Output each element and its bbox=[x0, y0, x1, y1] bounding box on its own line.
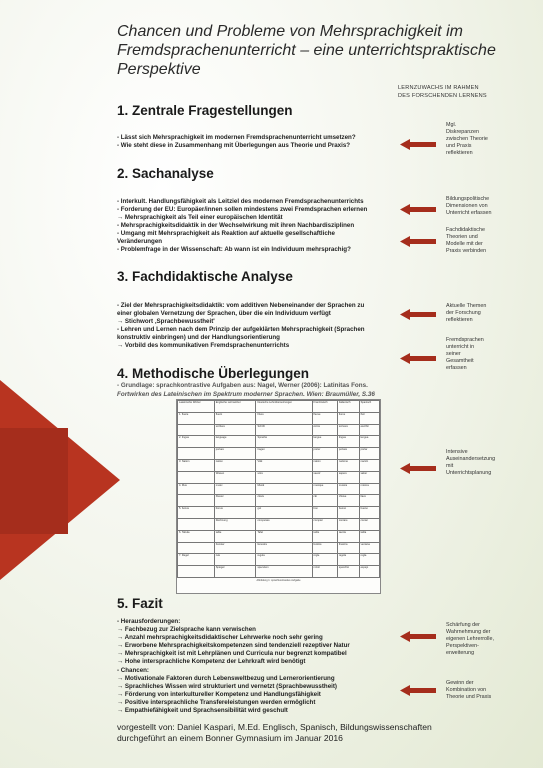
list-item: - Problemfrage in der Wissenschaft: Ab wann ist ein Individuum mehrsprachig? bbox=[117, 246, 351, 253]
section-1-list bbox=[117, 134, 356, 150]
poster-subtitle: LERNZUWACHS IM RAHMEN DES FORSCHENDEN LERNENS bbox=[398, 85, 487, 99]
list-item: - Lehren und Lernen nach dem Prinzip der aufgeklärten Mehrsprachigkeit (Sprachen bbox=[117, 326, 365, 333]
list-item: - Wie steht diese in Zusammenhang mit Überlegungen aus Theorie und Praxis? bbox=[117, 142, 351, 149]
list-item: - Lässt sich Mehrsprachigkeit im modernen Fremdsprachenunterricht umsetzen? bbox=[117, 134, 356, 141]
list-item: → Motivationale Faktoren durch Lebensweltbezug und Lernerorientierung bbox=[117, 675, 335, 682]
list-item: → Anzahl mehrsprachigkeitsdidaktischer Lehrwerke noch sehr gering bbox=[117, 634, 323, 641]
note-7: Schärfung der Wahrnehmung der eigenen Lehrerrolle, Perspektiven- erweiterung bbox=[446, 622, 494, 656]
note-4: Aktuelle Themen der Forschung reflektieren bbox=[446, 303, 487, 323]
left-arrow-icon bbox=[400, 139, 436, 150]
list-item: - Umgang mit Mehrsprachigkeit als Reaktion auf aktuelle gesellschaftliche bbox=[117, 230, 336, 237]
list-item: → Stichwort ‚Sprachbewusstheit' bbox=[117, 318, 215, 325]
section-3-list bbox=[117, 302, 365, 350]
footer: vorgestellt von: Daniel Kaspari, M.Ed. Englisch, Spanisch, Bildungswissenschaften durchgeführt an einem Bonner Gymnasium im Januar 2016 bbox=[117, 722, 432, 743]
section-1-heading: 1. Zentrale Fragestellungen bbox=[117, 103, 293, 118]
section-5-challenges: - Herausforderungen: → Fachbezug zur Zielsprache kann verwischen → Anzahl mehrsprachigkeitsdidaktischer Lehrwerke noch sehr gering → Erworbene Mehrsprachigkeitskompetenzen sind tendenziell rezeptiver Natur → Mehrsprachigkeit ist mit Lehrplänen und Curricula nur begrenzt kompatibel → Hohe intersprachliche Kompetenz der Lehrkraft wird benötigt bbox=[117, 618, 350, 665]
section-2-heading: 2. Sachanalyse bbox=[117, 166, 214, 181]
list-item: → Sprachliches Wissen wird strukturiert und vernetzt (Sprachbewusstheit) bbox=[117, 683, 337, 690]
note-6: Intensive Auseinandersetzung mit Unterrichtsplanung bbox=[446, 449, 496, 476]
list-item: → Positive intersprachliche Transfereleistungen werden ermöglicht bbox=[117, 699, 316, 706]
list-item: - Ziel der Mehrsprachigkeitsdidaktik: vom additiven Nebeneinander der Sprachen zu bbox=[117, 302, 365, 309]
list-item: - Forderung der EU: Europäer/innen sollen mindestens zwei Fremdsprachen erlernen bbox=[117, 206, 368, 213]
list-item: einer globalen Vernetzung der Sprachen, über die ein Individuum verfügt bbox=[117, 310, 331, 317]
list-item: → Vorbild des kommunikativen Fremdsprachenunterrichts bbox=[117, 342, 290, 349]
list-item: → Empathiefähigkeit und Sprachsensibilität wird geschult bbox=[117, 707, 288, 714]
list-item: Veränderungen bbox=[117, 238, 163, 245]
list-item: → Mehrsprachigkeit als Teil einer europäischen Identität bbox=[117, 214, 283, 221]
left-arrow-icon bbox=[400, 353, 436, 364]
section-2-list bbox=[117, 198, 367, 254]
list-item: → Fachbezug zur Zielsprache kann verwischen bbox=[117, 626, 256, 633]
section-5-chances: - Chancen: → Motivationale Faktoren durch Lebensweltbezug und Lernerorientierung → Sprachliches Wissen wird strukturiert und vernetzt (Sprachbewusstheit) → Förderung von interkultureller Kompetenz und Handlungsfähigkeit → Positive intersprachliche Transfereleistungen werden ermöglicht → Empathiefähigkeit und Sprachsensibilität wird geschult bbox=[117, 667, 337, 714]
left-arrow-icon bbox=[400, 631, 436, 642]
left-arrow-icon bbox=[400, 463, 436, 474]
list-item: konstruktiv einbringen) und der Handlungsorientierung bbox=[117, 334, 280, 341]
note-1: Mgl. Diskrepanzen zwischen Theorie und Praxis reflektieren bbox=[446, 122, 488, 156]
section-4-heading: 4. Methodische Überlegungen bbox=[117, 366, 310, 381]
section-4-reference: - Grundlage: sprachkontrastive Aufgaben aus: Nagel, Werner (2006): Latinitas Fons. Fortwirken des Lateinischen im Spektrum moderner Sprachen. Wien: Braumüller, S.36 bbox=[117, 382, 375, 398]
list-item: → Hohe intersprachliche Kompetenz der Lehrkraft wird benötigt bbox=[117, 658, 306, 665]
task-table-image: Lateinische Wörter Englische Lehnwörter Deutsche Lehnübersetzungen Französisch Italienisch Spanisch 1. fluere fluent Fluss fleuve fiume fluir scribere Schrift écrire scrivere escribir 2. lingua language Sprache langue lingua lengua portare tragen porter portare portar 3. Nation nation Volk nation nazione nación Wissen scire savoir sapere saber 4. Mus music Musik musique musica música Klavier clavis clé chiave llave 5. bonus bonus gut bon buono bueno Rechnung computare compter contare contar 6. Tabula table Tafel table tavola tabla Fenster fenestra fenêtre finestra ventana 7. Regel rule regula règle regola regla Spiegel speculum miroir specchio espejo Abbildung 1: sprachkontrastive Aufgabe bbox=[176, 399, 381, 594]
red-decorative-bar bbox=[0, 428, 68, 534]
list-item: → Förderung von interkultureller Kompetenz und Handlungsfähigkeit bbox=[117, 691, 321, 698]
section-3-heading: 3. Fachdidaktische Analyse bbox=[117, 269, 293, 284]
left-arrow-icon bbox=[400, 685, 436, 696]
list-item: - Interkult. Handlungsfähigkeit als Leitziel des modernen Fremdsprachenunterrichts bbox=[117, 198, 364, 205]
left-arrow-icon bbox=[400, 236, 436, 247]
list-item: - Mehrsprachigkeitsdidaktik in der Wechselwirkung mit ihren Nachbardisziplinen bbox=[117, 222, 355, 229]
poster-title: Chancen und Probleme von Mehrsprachigkeit im Fremdsprachenunterricht – eine unterrichtspraktische Perspektive bbox=[117, 23, 496, 78]
note-2: Bildungspolitische Dimensionen von Unterricht erfassen bbox=[446, 196, 492, 216]
note-5: Fremdsprachen unterricht in seiner Gesamtheit erfassen bbox=[446, 337, 484, 371]
section-5-heading: 5. Fazit bbox=[117, 596, 163, 611]
note-3: Fachdidaktische Theorien und Modelle mit der Praxis verbinden bbox=[446, 227, 487, 254]
note-8: Gewinn der Kombination von Theorie und Praxis bbox=[446, 680, 492, 700]
list-item: → Mehrsprachigkeit ist mit Lehrplänen und Curricula nur begrenzt kompatibel bbox=[117, 650, 347, 657]
left-arrow-icon bbox=[400, 204, 436, 215]
left-arrow-icon bbox=[400, 309, 436, 320]
list-item: → Erworbene Mehrsprachigkeitskompetenzen sind tendenziell rezeptiver Natur bbox=[117, 642, 350, 649]
